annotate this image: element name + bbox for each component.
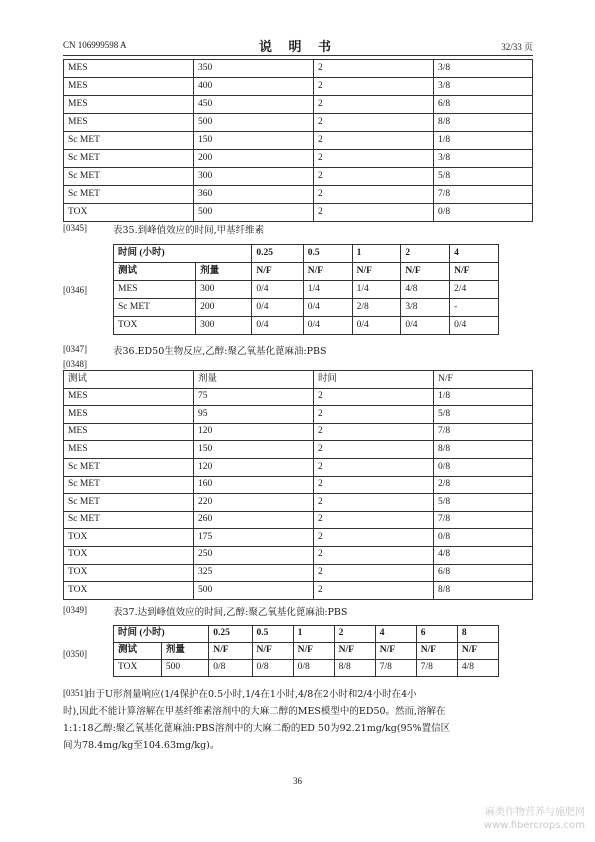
table-cell: 500 [161, 660, 208, 677]
time-cell: 4 [375, 626, 416, 643]
table-cell: 4/8 [401, 281, 450, 299]
table-35-caption: 表35.到峰值效应的时间,甲基纤维素 [113, 225, 265, 236]
table-cell: 5/8 [434, 406, 533, 424]
table-cell: 2 [314, 114, 434, 132]
table-cell: Sc MET [64, 186, 194, 204]
table-cell: 2 [314, 132, 434, 150]
table-cell: 120 [194, 458, 314, 476]
test-header-cell: 测试 [114, 263, 196, 281]
table-row [64, 529, 533, 547]
table-cell: 4/8 [457, 660, 498, 677]
table-cell: 3/8 [434, 78, 533, 96]
dose-header-cell: 剂量 [196, 263, 252, 281]
header-cell: N/F [434, 371, 533, 389]
table-row [64, 564, 533, 582]
table-cell: 2 [314, 476, 434, 494]
time-cell: 2 [334, 626, 375, 643]
nf-header-cell: N/F [334, 643, 375, 660]
table-cell: 2 [314, 96, 434, 114]
table-cell: 8/8 [434, 114, 533, 132]
nf-header-cell: N/F [209, 643, 252, 660]
table-cell: MES [64, 406, 194, 424]
table-cell: 2 [314, 494, 434, 512]
table-cell: 8/8 [434, 441, 533, 459]
table-cell: TOX [114, 317, 196, 335]
table-cell: 7/8 [434, 186, 533, 204]
nf-header-cell: N/F [252, 643, 293, 660]
table-row [64, 441, 533, 459]
time-header-cell: 时间 (小时) [114, 245, 252, 263]
table-35-body [114, 281, 499, 335]
table-row [64, 204, 533, 222]
table-cell: 500 [194, 204, 314, 222]
paragraph-number-0350: [0350] [63, 649, 87, 659]
time-cell: 8 [457, 626, 498, 643]
nf-header-cell: N/F [450, 263, 499, 281]
table-cell: 2 [314, 511, 434, 529]
time-cell: 0.25 [252, 245, 303, 263]
table-row [64, 476, 533, 494]
paragraph-line: 由于U形剂量响应(1/4保护在0.5小时,1/4在1小时,4/8在2小时和2/4小时在4小 [86, 689, 417, 700]
table-cell: 2 [314, 150, 434, 168]
watermark-url: www.fibercrops.com [483, 820, 585, 831]
table-cell: 175 [194, 529, 314, 547]
table-row [64, 60, 533, 78]
table-cell: 2/8 [352, 299, 401, 317]
time-cell: 1 [352, 245, 401, 263]
table-row [114, 643, 499, 660]
table-cell: MES [64, 96, 194, 114]
table-cell: 3/8 [401, 299, 450, 317]
dose-header-cell: 剂量 [161, 643, 208, 660]
table-row [64, 511, 533, 529]
table-cell: 0/4 [252, 317, 303, 335]
table-cell: 0/4 [303, 317, 352, 335]
table-row [64, 371, 533, 389]
table-row [64, 186, 533, 204]
nf-header-cell: N/F [293, 643, 334, 660]
table-cell: 500 [194, 582, 314, 600]
table-cell: 360 [194, 186, 314, 204]
table-cell: 0/4 [401, 317, 450, 335]
time-header-cell: 时间 (小时) [114, 626, 209, 643]
table-row [64, 96, 533, 114]
table-cell: Sc MET [64, 168, 194, 186]
table-cell: 0/8 [434, 458, 533, 476]
table-cell: 3/8 [434, 150, 533, 168]
table-cell: Sc MET [64, 150, 194, 168]
nf-header-cell: N/F [416, 643, 457, 660]
watermark-name: 麻类作物营养与施肥网 [485, 807, 585, 818]
table-cell: TOX [64, 564, 194, 582]
table-37 [113, 625, 499, 677]
table-cell: 325 [194, 564, 314, 582]
table-cell: MES [64, 60, 194, 78]
table-cell: 260 [194, 511, 314, 529]
table-row [64, 582, 533, 600]
table-cell: TOX [114, 660, 162, 677]
table-cell: 2 [314, 406, 434, 424]
table-cell: 1/8 [434, 132, 533, 150]
time-cell: 4 [450, 245, 499, 263]
table-cell: MES [64, 388, 194, 406]
table-37-body [114, 660, 499, 677]
table-35 [113, 244, 499, 335]
table-cell: TOX [64, 582, 194, 600]
page-index: 32/33 页 [501, 42, 533, 52]
table-cell: 2 [314, 388, 434, 406]
table-cell: 2 [314, 546, 434, 564]
table-cell: 2/8 [434, 476, 533, 494]
table-cell: 2 [314, 168, 434, 186]
table-cell: TOX [64, 529, 194, 547]
table-cell: 3/8 [434, 60, 533, 78]
paragraph-number-0349: [0349] [63, 605, 87, 615]
time-cell: 2 [401, 245, 450, 263]
nf-header-cell: N/F [303, 263, 352, 281]
watermark [484, 806, 585, 832]
table-cell: 0/4 [303, 299, 352, 317]
table-cell: 0/4 [252, 281, 303, 299]
table-cell: 2 [314, 60, 434, 78]
table-37-caption: 表37.达到峰值效应的时间,乙醇:聚乙氧基化蓖麻油:PBS [113, 607, 348, 618]
continued-results-table-body [64, 60, 533, 222]
table-cell: Sc MET [64, 494, 194, 512]
table-36-body [64, 388, 533, 599]
table-cell: 6/8 [434, 564, 533, 582]
table-cell: 1/4 [352, 281, 401, 299]
table-cell: 450 [194, 96, 314, 114]
table-cell: 200 [194, 150, 314, 168]
table-cell: 8/8 [334, 660, 375, 677]
table-cell: 0/8 [293, 660, 334, 677]
table-row [64, 132, 533, 150]
table-cell: 5/8 [434, 494, 533, 512]
table-row [64, 494, 533, 512]
table-cell: 300 [196, 281, 252, 299]
table-cell: 400 [194, 78, 314, 96]
table-cell: 0/4 [252, 299, 303, 317]
time-cell: 0.5 [252, 626, 293, 643]
table-cell: 1/4 [303, 281, 352, 299]
table-row [114, 245, 499, 263]
table-cell: TOX [64, 204, 194, 222]
table-36 [63, 370, 533, 600]
table-row [114, 317, 499, 335]
table-cell: 300 [194, 168, 314, 186]
header-divider [63, 55, 533, 56]
table-cell: 6/8 [434, 96, 533, 114]
table-cell: 160 [194, 476, 314, 494]
table-cell: 0/4 [352, 317, 401, 335]
time-cell: 0.25 [209, 626, 252, 643]
nf-header-cell: N/F [401, 263, 450, 281]
table-36-caption: 表36.ED50生物反应,乙醇:聚乙氧基化蓖麻油:PBS [113, 346, 327, 357]
header-cell: 测试 [64, 371, 194, 389]
table-cell: MES [114, 281, 196, 299]
table-cell: 220 [194, 494, 314, 512]
table-cell: 7/8 [434, 423, 533, 441]
nf-header-cell: N/F [375, 643, 416, 660]
table-cell: 2 [314, 78, 434, 96]
paragraph-number-0345: [0345] [63, 223, 87, 233]
table-cell: Sc MET [64, 511, 194, 529]
nf-header-cell: N/F [352, 263, 401, 281]
table-row [114, 626, 499, 643]
paragraph-number-0347: [0347] [63, 344, 87, 354]
table-cell: Sc MET [64, 132, 194, 150]
page-header [63, 36, 533, 54]
table-cell: 5/8 [434, 168, 533, 186]
table-row [64, 150, 533, 168]
nf-header-cell: N/F [252, 263, 303, 281]
paragraph-line: 1:1:18乙醇:聚乙氧基化蓖麻油:PBS溶剂中的大麻二酚的ED 50为92.21mg/kg(95%置信区 [63, 723, 451, 734]
table-cell: Sc MET [64, 476, 194, 494]
time-cell: 1 [293, 626, 334, 643]
table-cell: Sc MET [64, 458, 194, 476]
table-cell: 0/4 [450, 317, 499, 335]
paragraph-number-0351: [0351] [63, 688, 87, 698]
table-cell: 7/8 [416, 660, 457, 677]
header-cell: 时间 [314, 371, 434, 389]
test-header-cell: 测试 [114, 643, 162, 660]
table-cell: 250 [194, 546, 314, 564]
table-cell: - [450, 299, 499, 317]
table-cell: MES [64, 78, 194, 96]
page-number: 36 [293, 776, 302, 786]
table-row [64, 546, 533, 564]
table-cell: MES [64, 441, 194, 459]
header-cell: 剂量 [194, 371, 314, 389]
table-cell: 2 [314, 204, 434, 222]
table-row [64, 78, 533, 96]
table-cell: 2 [314, 186, 434, 204]
table-cell: 7/8 [434, 511, 533, 529]
table-cell: 0/8 [434, 529, 533, 547]
table-cell: 0/8 [209, 660, 252, 677]
table-cell: 2 [314, 458, 434, 476]
table-row [114, 263, 499, 281]
patent-number: CN 106999598 A [63, 40, 127, 50]
table-cell: 2/4 [450, 281, 499, 299]
table-cell: 200 [196, 299, 252, 317]
table-row [64, 388, 533, 406]
table-row [114, 281, 499, 299]
table-cell: TOX [64, 546, 194, 564]
table-cell: 2 [314, 564, 434, 582]
paragraph-number-0348: [0348] [63, 359, 87, 369]
table-row [114, 299, 499, 317]
table-cell: Sc MET [114, 299, 196, 317]
table-cell: 2 [314, 529, 434, 547]
table-cell: 150 [194, 441, 314, 459]
table-cell: 120 [194, 423, 314, 441]
table-cell: 1/8 [434, 388, 533, 406]
table-cell: 2 [314, 582, 434, 600]
table-cell: 75 [194, 388, 314, 406]
table-row [114, 660, 499, 677]
paragraph-line: 时),因此不能计算溶解在甲基纤维素溶剂中的大麻二醇的MES模型中的ED50。然而,溶解在 [63, 706, 446, 717]
table-cell: MES [64, 423, 194, 441]
table-cell: 8/8 [434, 582, 533, 600]
table-row [64, 458, 533, 476]
time-cell: 6 [416, 626, 457, 643]
table-cell: 4/8 [434, 546, 533, 564]
table-cell: 2 [314, 441, 434, 459]
table-cell: 7/8 [375, 660, 416, 677]
table-cell: 150 [194, 132, 314, 150]
table-cell: 500 [194, 114, 314, 132]
continued-results-table [63, 59, 533, 222]
table-row [64, 423, 533, 441]
document-title: 说 明 书 [258, 40, 338, 55]
paragraph-number-0346: [0346] [63, 285, 87, 295]
table-cell: 0/8 [252, 660, 293, 677]
table-cell: MES [64, 114, 194, 132]
table-cell: 95 [194, 406, 314, 424]
table-cell: 300 [196, 317, 252, 335]
nf-header-cell: N/F [457, 643, 498, 660]
table-row [64, 406, 533, 424]
table-cell: 2 [314, 423, 434, 441]
time-cell: 0.5 [303, 245, 352, 263]
table-row [64, 114, 533, 132]
table-cell: 0/8 [434, 204, 533, 222]
paragraph-line: 间为78.4mg/kg至104.63mg/kg)。 [63, 740, 220, 751]
table-cell: 350 [194, 60, 314, 78]
table-row [64, 168, 533, 186]
